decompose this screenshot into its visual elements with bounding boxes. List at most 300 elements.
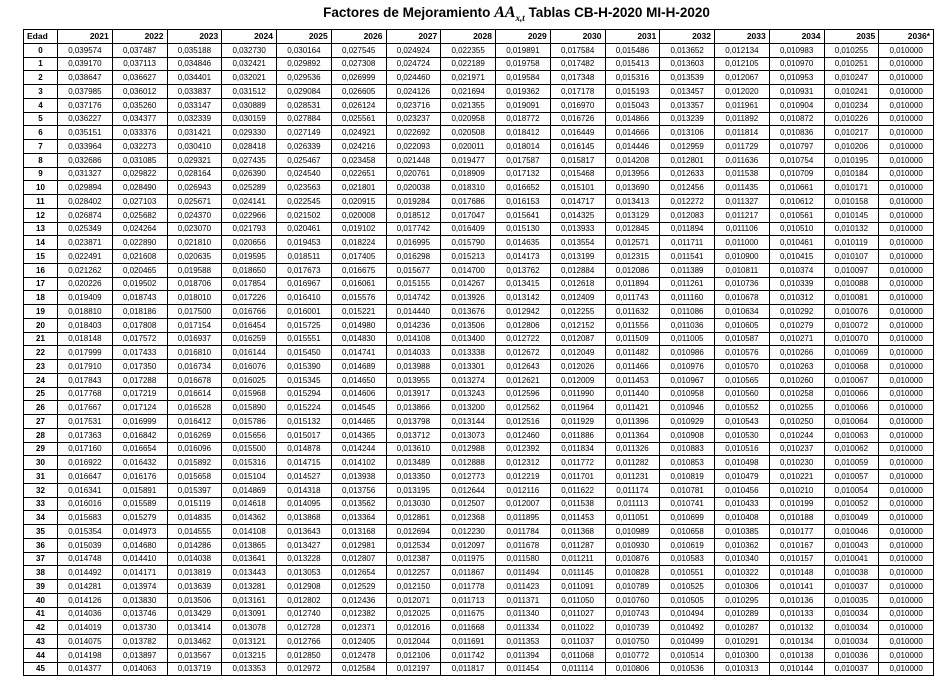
factor-cell: 0,012405 xyxy=(331,635,386,649)
factor-cell: 0,015119 xyxy=(167,497,222,511)
factor-cell: 0,011086 xyxy=(660,305,715,319)
factor-cell: 0,015790 xyxy=(441,236,496,250)
factor-cell: 0,010750 xyxy=(605,635,660,649)
factor-cell: 0,010177 xyxy=(769,525,824,539)
factor-cell: 0,013129 xyxy=(605,208,660,222)
factor-cell: 0,010295 xyxy=(715,593,770,607)
factor-cell: 0,014830 xyxy=(331,332,386,346)
table-row xyxy=(24,552,934,566)
table-header-row xyxy=(24,30,934,44)
factor-cell: 0,023458 xyxy=(331,153,386,167)
factor-cell: 0,012087 xyxy=(550,332,605,346)
factor-cell: 0,020508 xyxy=(441,126,496,140)
age-cell: 38 xyxy=(24,566,58,580)
factor-cell: 0,039574 xyxy=(58,43,113,57)
factor-cell: 0,010983 xyxy=(769,43,824,57)
factor-cell: 0,010709 xyxy=(769,167,824,181)
factor-cell: 0,014318 xyxy=(277,483,332,497)
factor-cell: 0,012507 xyxy=(441,497,496,511)
factor-cell: 0,012368 xyxy=(441,511,496,525)
factor-cell: 0,010132 xyxy=(824,222,879,236)
factor-cell: 0,014980 xyxy=(331,318,386,332)
factor-cell: 0,010587 xyxy=(715,332,770,346)
factor-cell: 0,028490 xyxy=(112,181,167,195)
factor-cell: 0,012272 xyxy=(660,195,715,209)
table-row xyxy=(24,153,934,167)
factor-cell: 0,010081 xyxy=(824,291,879,305)
title-symbol-subscript: x,t xyxy=(515,13,525,24)
factor-cell: 0,013926 xyxy=(441,291,496,305)
factor-cell: 0,037487 xyxy=(112,43,167,57)
factor-cell: 0,013073 xyxy=(441,428,496,442)
factor-cell: 0,022355 xyxy=(441,43,496,57)
factor-cell: 0,013429 xyxy=(167,607,222,621)
factor-cell: 0,010000 xyxy=(879,195,934,209)
factor-cell: 0,011231 xyxy=(605,470,660,484)
factor-cell: 0,012534 xyxy=(386,538,441,552)
factor-cell: 0,028531 xyxy=(277,98,332,112)
factor-cell: 0,015017 xyxy=(277,428,332,442)
factor-cell: 0,017531 xyxy=(58,415,113,429)
factor-cell: 0,011964 xyxy=(550,401,605,415)
factor-cell: 0,013712 xyxy=(386,428,441,442)
factor-cell: 0,011421 xyxy=(605,401,660,415)
factor-cell: 0,010000 xyxy=(879,442,934,456)
table-row xyxy=(24,580,934,594)
factor-cell: 0,015500 xyxy=(222,442,277,456)
factor-cell: 0,017584 xyxy=(550,43,605,57)
factor-cell: 0,013506 xyxy=(167,593,222,607)
factor-cell: 0,010054 xyxy=(824,483,879,497)
factor-cell: 0,010743 xyxy=(605,607,660,621)
factor-cell: 0,013955 xyxy=(386,373,441,387)
factor-cell: 0,014281 xyxy=(58,580,113,594)
factor-cell: 0,010741 xyxy=(660,497,715,511)
factor-cell: 0,012584 xyxy=(331,662,386,676)
factor-cell: 0,012959 xyxy=(660,140,715,154)
factor-cell: 0,010000 xyxy=(879,525,934,539)
factor-cell: 0,010287 xyxy=(715,621,770,635)
factor-cell: 0,010946 xyxy=(660,401,715,415)
factor-cell: 0,014465 xyxy=(331,415,386,429)
factor-cell: 0,010221 xyxy=(769,470,824,484)
factor-cell: 0,014635 xyxy=(496,236,551,250)
factor-cell: 0,025349 xyxy=(58,222,113,236)
factor-cell: 0,019502 xyxy=(112,277,167,291)
factor-cell: 0,018014 xyxy=(496,140,551,154)
factor-cell: 0,016144 xyxy=(222,346,277,360)
factor-cell: 0,010119 xyxy=(824,236,879,250)
factor-cell: 0,012134 xyxy=(715,43,770,57)
factor-cell: 0,010000 xyxy=(879,277,934,291)
factor-cell: 0,010000 xyxy=(879,98,934,112)
table-row xyxy=(24,167,934,181)
factor-cell: 0,013053 xyxy=(277,566,332,580)
factor-cell: 0,010263 xyxy=(769,360,824,374)
factor-cell: 0,010266 xyxy=(769,346,824,360)
age-cell: 1 xyxy=(24,57,58,71)
factor-cell: 0,029536 xyxy=(277,71,332,85)
factor-cell: 0,014108 xyxy=(222,525,277,539)
factor-cell: 0,013414 xyxy=(167,621,222,635)
factor-cell: 0,021801 xyxy=(331,181,386,195)
factor-cell: 0,012728 xyxy=(277,621,332,635)
factor-cell: 0,010188 xyxy=(769,511,824,525)
factor-cell: 0,011389 xyxy=(660,263,715,277)
factor-cell: 0,010000 xyxy=(879,126,934,140)
factor-cell: 0,018186 xyxy=(112,305,167,319)
factor-cell: 0,010167 xyxy=(769,538,824,552)
factor-cell: 0,010244 xyxy=(769,428,824,442)
factor-cell: 0,012067 xyxy=(715,71,770,85)
table-row xyxy=(24,318,934,332)
factor-cell: 0,011440 xyxy=(605,387,660,401)
factor-cell: 0,011396 xyxy=(605,415,660,429)
factor-cell: 0,016734 xyxy=(167,360,222,374)
factor-cell: 0,014666 xyxy=(605,126,660,140)
age-cell: 6 xyxy=(24,126,58,140)
factor-cell: 0,011636 xyxy=(715,153,770,167)
factor-cell: 0,016937 xyxy=(167,332,222,346)
factor-cell: 0,010811 xyxy=(715,263,770,277)
factor-cell: 0,015104 xyxy=(222,470,277,484)
factor-cell: 0,013350 xyxy=(386,470,441,484)
factor-cell: 0,028402 xyxy=(58,195,113,209)
improvement-factors-table xyxy=(23,29,934,676)
age-cell: 2 xyxy=(24,71,58,85)
factor-cell: 0,019102 xyxy=(331,222,386,236)
factor-cell: 0,012845 xyxy=(605,222,660,236)
factor-cell: 0,015725 xyxy=(277,318,332,332)
factor-cell: 0,017047 xyxy=(441,208,496,222)
factor-cell: 0,021448 xyxy=(386,153,441,167)
factor-cell: 0,017226 xyxy=(222,291,277,305)
factor-cell: 0,011894 xyxy=(660,222,715,236)
factor-cell: 0,018772 xyxy=(496,112,551,126)
factor-cell: 0,014244 xyxy=(331,442,386,456)
factor-cell: 0,012009 xyxy=(550,373,605,387)
factor-cell: 0,035151 xyxy=(58,126,113,140)
factor-cell: 0,019588 xyxy=(167,263,222,277)
factor-cell: 0,011022 xyxy=(550,621,605,635)
table-row xyxy=(24,401,934,415)
factor-cell: 0,010292 xyxy=(769,305,824,319)
factor-cell: 0,033147 xyxy=(167,98,222,112)
factor-cell: 0,021502 xyxy=(277,208,332,222)
factor-cell: 0,011145 xyxy=(550,566,605,580)
factor-cell: 0,013562 xyxy=(331,497,386,511)
age-cell: 32 xyxy=(24,483,58,497)
title-suffix: Tablas CB-H-2020 MI-H-2020 xyxy=(528,5,710,20)
factor-cell: 0,010678 xyxy=(715,291,770,305)
factor-cell: 0,010797 xyxy=(769,140,824,154)
factor-cell: 0,013643 xyxy=(277,525,332,539)
factor-cell: 0,012016 xyxy=(386,621,441,635)
factor-cell: 0,021694 xyxy=(441,85,496,99)
factor-cell: 0,013730 xyxy=(112,621,167,635)
factor-cell: 0,013106 xyxy=(660,126,715,140)
factor-cell: 0,010312 xyxy=(769,291,824,305)
factor-cell: 0,010789 xyxy=(605,580,660,594)
factor-cell: 0,010133 xyxy=(769,607,824,621)
factor-cell: 0,013338 xyxy=(441,346,496,360)
factor-cell: 0,010000 xyxy=(879,153,934,167)
factor-cell: 0,016995 xyxy=(386,236,441,250)
factor-cell: 0,012255 xyxy=(550,305,605,319)
age-cell: 42 xyxy=(24,621,58,635)
factor-cell: 0,011091 xyxy=(550,580,605,594)
table-row xyxy=(24,635,934,649)
factor-cell: 0,010291 xyxy=(715,635,770,649)
factor-cell: 0,032730 xyxy=(222,43,277,57)
factor-cell: 0,016528 xyxy=(167,401,222,415)
factor-cell: 0,015890 xyxy=(222,401,277,415)
table-row xyxy=(24,291,934,305)
factor-cell: 0,011113 xyxy=(605,497,660,511)
factor-cell: 0,011217 xyxy=(715,208,770,222)
table-row xyxy=(24,126,934,140)
factor-cell: 0,014102 xyxy=(331,456,386,470)
table-row xyxy=(24,662,934,676)
factor-cell: 0,013078 xyxy=(222,621,277,635)
factor-cell: 0,014267 xyxy=(441,277,496,291)
factor-cell: 0,034377 xyxy=(112,112,167,126)
factor-cell: 0,012436 xyxy=(331,593,386,607)
factor-cell: 0,010322 xyxy=(715,566,770,580)
factor-cell: 0,023237 xyxy=(386,112,441,126)
factor-cell: 0,010408 xyxy=(715,511,770,525)
age-cell: 44 xyxy=(24,648,58,662)
factor-cell: 0,010097 xyxy=(824,263,879,277)
table-row xyxy=(24,483,934,497)
factor-cell: 0,012049 xyxy=(550,346,605,360)
factor-cell: 0,013161 xyxy=(222,593,277,607)
factor-cell: 0,010000 xyxy=(879,167,934,181)
factor-cell: 0,010967 xyxy=(660,373,715,387)
factor-cell: 0,010064 xyxy=(824,415,879,429)
factor-cell: 0,012230 xyxy=(441,525,496,539)
factor-cell: 0,013652 xyxy=(660,43,715,57)
factor-cell: 0,021608 xyxy=(112,250,167,264)
factor-cell: 0,010306 xyxy=(715,580,770,594)
age-cell: 45 xyxy=(24,662,58,676)
factor-cell: 0,012942 xyxy=(496,305,551,319)
factor-cell: 0,010543 xyxy=(715,415,770,429)
factor-cell: 0,032686 xyxy=(58,153,113,167)
factor-cell: 0,025561 xyxy=(331,112,386,126)
age-cell: 10 xyxy=(24,181,58,195)
factor-cell: 0,011160 xyxy=(660,291,715,305)
factor-cell: 0,022093 xyxy=(386,140,441,154)
factor-cell: 0,013974 xyxy=(112,580,167,594)
factor-cell: 0,010362 xyxy=(715,538,770,552)
factor-cell: 0,020761 xyxy=(386,167,441,181)
factor-cell: 0,016842 xyxy=(112,428,167,442)
factor-cell: 0,012773 xyxy=(441,470,496,484)
factor-cell: 0,022491 xyxy=(58,250,113,264)
factor-cell: 0,011743 xyxy=(605,291,660,305)
factor-cell: 0,012884 xyxy=(550,263,605,277)
factor-cell: 0,038647 xyxy=(58,71,113,85)
factor-cell: 0,011027 xyxy=(550,607,605,621)
factor-cell: 0,016061 xyxy=(331,277,386,291)
factor-cell: 0,010206 xyxy=(824,140,879,154)
factor-cell: 0,010000 xyxy=(879,470,934,484)
factor-cell: 0,033837 xyxy=(167,85,222,99)
title-prefix: Factores de Mejoramiento xyxy=(323,5,491,20)
factor-cell: 0,017348 xyxy=(550,71,605,85)
factor-cell: 0,020635 xyxy=(167,250,222,264)
factor-cell: 0,013539 xyxy=(660,71,715,85)
age-cell: 11 xyxy=(24,195,58,209)
factor-cell: 0,013281 xyxy=(222,580,277,594)
factor-cell: 0,015193 xyxy=(605,85,660,99)
factor-cell: 0,020226 xyxy=(58,277,113,291)
factor-cell: 0,012382 xyxy=(331,607,386,621)
factor-cell: 0,011435 xyxy=(715,181,770,195)
factor-cell: 0,014325 xyxy=(550,208,605,222)
factor-cell: 0,012888 xyxy=(441,456,496,470)
factor-cell: 0,013641 xyxy=(222,552,277,566)
factor-cell: 0,017288 xyxy=(112,373,167,387)
factor-cell: 0,010241 xyxy=(824,85,879,99)
factor-cell: 0,014606 xyxy=(331,387,386,401)
header-year: 2022 xyxy=(112,30,167,44)
factor-cell: 0,012460 xyxy=(496,428,551,442)
factor-cell: 0,015576 xyxy=(331,291,386,305)
factor-cell: 0,019091 xyxy=(496,98,551,112)
factor-cell: 0,019362 xyxy=(496,85,551,99)
header-year: 2028 xyxy=(441,30,496,44)
table-row xyxy=(24,497,934,511)
factor-cell: 0,010000 xyxy=(879,387,934,401)
table-row xyxy=(24,85,934,99)
factor-cell: 0,014973 xyxy=(112,525,167,539)
factor-cell: 0,010144 xyxy=(769,662,824,676)
factor-cell: 0,017124 xyxy=(112,401,167,415)
factor-cell: 0,018909 xyxy=(441,167,496,181)
factor-cell: 0,014689 xyxy=(331,360,386,374)
factor-cell: 0,022545 xyxy=(277,195,332,209)
factor-cell: 0,013639 xyxy=(167,580,222,594)
factor-cell: 0,014410 xyxy=(112,552,167,566)
factor-cell: 0,015294 xyxy=(277,387,332,401)
table-row xyxy=(24,208,934,222)
factor-cell: 0,014126 xyxy=(58,593,113,607)
factor-cell: 0,034401 xyxy=(167,71,222,85)
factor-cell: 0,010158 xyxy=(824,195,879,209)
factor-cell: 0,014108 xyxy=(386,332,441,346)
factor-cell: 0,016652 xyxy=(496,181,551,195)
factor-cell: 0,016076 xyxy=(222,360,277,374)
factor-cell: 0,015221 xyxy=(331,305,386,319)
factor-cell: 0,010505 xyxy=(660,593,715,607)
factor-cell: 0,010000 xyxy=(879,85,934,99)
factor-cell: 0,010000 xyxy=(879,497,934,511)
factor-cell: 0,033376 xyxy=(112,126,167,140)
factor-cell: 0,013690 xyxy=(605,181,660,195)
factor-cell: 0,012694 xyxy=(386,525,441,539)
factor-cell: 0,015043 xyxy=(605,98,660,112)
factor-cell: 0,012722 xyxy=(496,332,551,346)
factor-cell: 0,010038 xyxy=(824,566,879,580)
factor-cell: 0,019477 xyxy=(441,153,496,167)
factor-cell: 0,020008 xyxy=(331,208,386,222)
factor-cell: 0,014748 xyxy=(58,552,113,566)
factor-cell: 0,024540 xyxy=(277,167,332,181)
age-cell: 25 xyxy=(24,387,58,401)
factor-cell: 0,011975 xyxy=(441,552,496,566)
factor-cell: 0,022651 xyxy=(331,167,386,181)
factor-cell: 0,024460 xyxy=(386,71,441,85)
factor-cell: 0,013121 xyxy=(222,635,277,649)
factor-cell: 0,016970 xyxy=(550,98,605,112)
factor-cell: 0,021262 xyxy=(58,263,113,277)
header-year: 2031 xyxy=(605,30,660,44)
factor-cell: 0,011729 xyxy=(715,140,770,154)
age-cell: 26 xyxy=(24,401,58,415)
factor-cell: 0,037113 xyxy=(112,57,167,71)
factor-cell: 0,017433 xyxy=(112,346,167,360)
factor-cell: 0,010000 xyxy=(879,580,934,594)
factor-cell: 0,013610 xyxy=(386,442,441,456)
factor-cell: 0,011368 xyxy=(550,525,605,539)
factor-cell: 0,013762 xyxy=(496,263,551,277)
factor-cell: 0,010976 xyxy=(660,360,715,374)
factor-cell: 0,017500 xyxy=(167,305,222,319)
age-cell: 13 xyxy=(24,222,58,236)
factor-cell: 0,016025 xyxy=(222,373,277,387)
factor-cell: 0,026339 xyxy=(277,140,332,154)
table-row xyxy=(24,43,934,57)
factor-cell: 0,010057 xyxy=(824,470,879,484)
table-row xyxy=(24,525,934,539)
table-row xyxy=(24,181,934,195)
factor-cell: 0,010199 xyxy=(769,497,824,511)
factor-cell: 0,010499 xyxy=(660,635,715,649)
factor-cell: 0,027308 xyxy=(331,57,386,71)
title-symbol xyxy=(494,4,525,24)
table-row xyxy=(24,373,934,387)
factor-cell: 0,029894 xyxy=(58,181,113,195)
factor-cell: 0,021810 xyxy=(167,236,222,250)
factor-cell: 0,029822 xyxy=(112,167,167,181)
factor-cell: 0,017132 xyxy=(496,167,551,181)
factor-cell: 0,013142 xyxy=(496,291,551,305)
factor-cell: 0,011334 xyxy=(496,621,551,635)
factor-cell: 0,020038 xyxy=(386,181,441,195)
factor-cell: 0,010134 xyxy=(769,635,824,649)
factor-cell: 0,010000 xyxy=(879,401,934,415)
factor-cell: 0,010000 xyxy=(879,140,934,154)
factor-cell: 0,029321 xyxy=(167,153,222,167)
factor-cell: 0,014700 xyxy=(441,263,496,277)
factor-cell: 0,015658 xyxy=(167,470,222,484)
factor-cell: 0,024126 xyxy=(386,85,441,99)
factor-cell: 0,010456 xyxy=(715,483,770,497)
factor-cell: 0,013917 xyxy=(386,387,441,401)
factor-cell: 0,011453 xyxy=(605,373,660,387)
factor-cell: 0,010000 xyxy=(879,456,934,470)
factor-cell: 0,012409 xyxy=(550,291,605,305)
factor-cell: 0,032421 xyxy=(222,57,277,71)
factor-cell: 0,012315 xyxy=(605,250,660,264)
factor-cell: 0,013719 xyxy=(167,662,222,676)
factor-cell: 0,010415 xyxy=(769,250,824,264)
factor-cell: 0,013427 xyxy=(277,538,332,552)
factor-cell: 0,010260 xyxy=(769,373,824,387)
factor-cell: 0,014878 xyxy=(277,442,332,456)
